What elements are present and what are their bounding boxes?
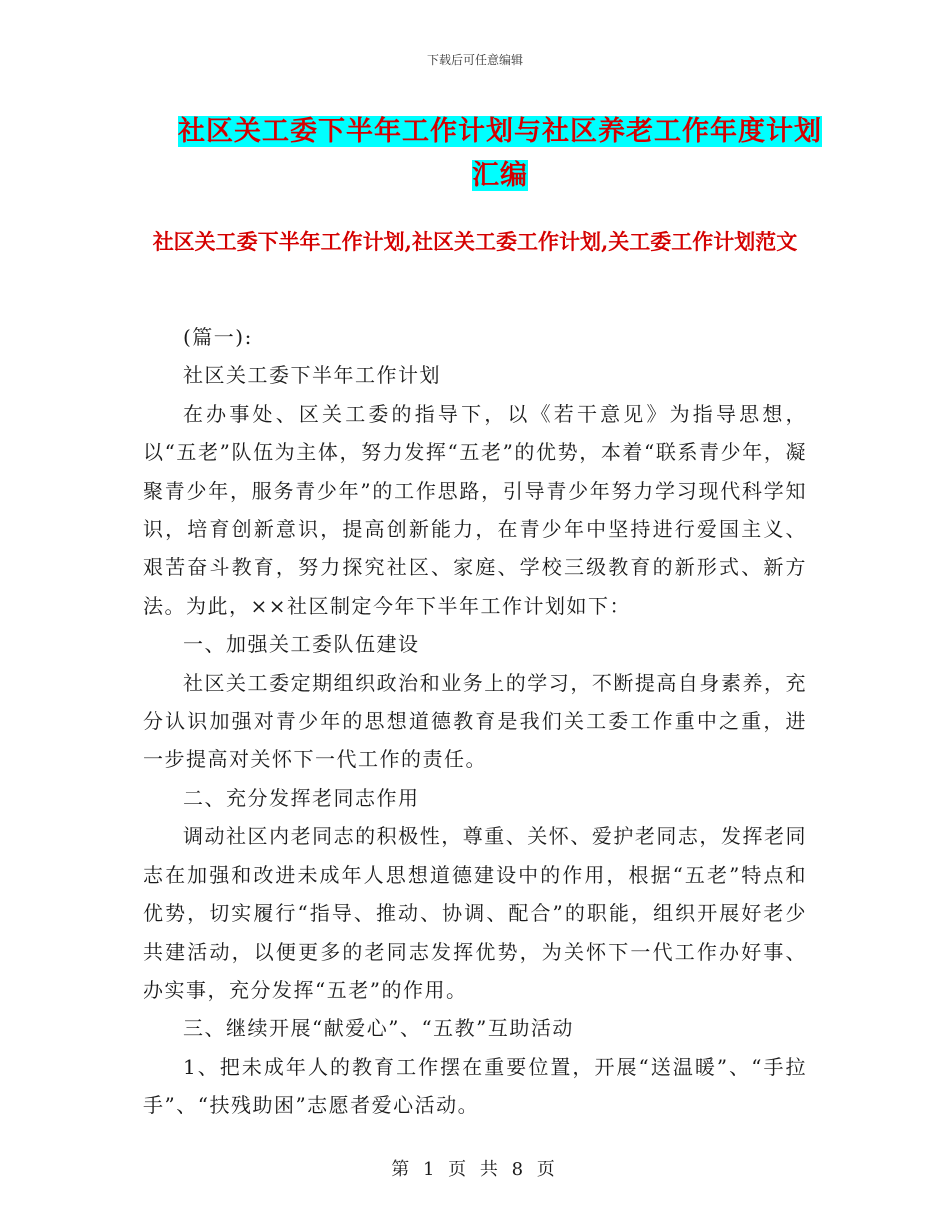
section-heading: 二、充分发挥老同志作用 <box>183 785 420 810</box>
document-title-line-2: 汇编 <box>472 160 528 191</box>
paragraph: 在办事处、区关工委的指导下，以《若干意见》为指导思想，以“五老”队伍为主体，努力发挥“五老”的优势，本着“联系青少年，凝聚青少年，服务青少年”的工作思路，引导青少年努力学习现代科学知识，培育创新意识，提高创新能力，在青少年中坚持进行爱国主义、艰苦奋斗教育，努力探究社区、家庭、学校三级教育的新形式、新方法。为此，××社区制定今年下半年工作计划如下： <box>143 401 807 618</box>
paragraph: 社区关工委定期组织政治和业务上的学习，不断提高自身素养，充分认识加强对青少年的思想道德教育是我们关工委工作重中之重，进一步提高对关怀下一代工作的责任。 <box>143 670 807 772</box>
article-title: 社区关工委下半年工作计划,社区关工委工作计划,关工委工作计划范文 <box>152 229 798 254</box>
article-body <box>143 318 807 1125</box>
paragraph: (篇一): <box>183 325 253 349</box>
section-heading: 三、继续开展“献爱心”、“五教”互助活动 <box>183 1016 574 1041</box>
paragraph: 社区关工委下半年工作计划 <box>183 363 441 388</box>
header-note: 下载后可任意编辑 <box>426 53 523 67</box>
page-number-footer: 第 1 页 共 8 页 <box>391 1159 559 1180</box>
document-title <box>150 110 850 198</box>
paragraph: 1、把未成年人的教育工作摆在重要位置，开展“送温暖”、“手拉手”、“扶残助困”志愿者爱心活动。 <box>143 1054 807 1118</box>
section-heading: 一、加强关工委队伍建设 <box>183 632 420 657</box>
paragraph: 调动社区内老同志的积极性，尊重、关怀、爱护老同志，发挥老同志在加强和改进未成年人思想道德建设中的作用，根据“五老”特点和优势，切实履行“指导、推动、协调、配合”的职能，组织开展好老少共建活动，以便更多的老同志发挥优势，为关怀下一代工作办好事、办实事，充分发挥“五老”的作用。 <box>143 824 807 1002</box>
document-title-line-1: 社区关工委下半年工作计划与社区养老工作年度计划 <box>178 116 822 147</box>
